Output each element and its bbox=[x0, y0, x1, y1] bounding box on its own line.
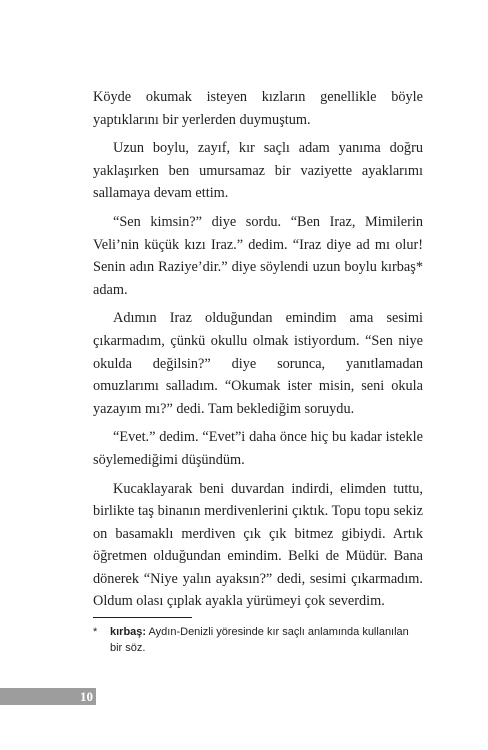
paragraph-2: Uzun boylu, zayıf, kır saçlı adam yanıma doğru yaklaşırken ben umursamaz bir vaziyette ayaklarımı sallamaya devam ettim. bbox=[93, 140, 423, 202]
body-text bbox=[93, 86, 423, 613]
paragraph-3: “Sen kimsin?” diye sordu. “Ben Iraz, Mimilerin Veli’nin küçük kızı Iraz.” dedim. “Iraz diye ad mı olur! Senin adın Raziye’dir.” diye söylendi uzun boylu kırbaş* adam. bbox=[93, 213, 423, 298]
footnote-term: kırbaş: bbox=[110, 626, 147, 638]
footnote-body bbox=[110, 624, 423, 656]
footnote-text: Aydın-Denizli yöresinde kır saçlı anlamında kullanılan bir söz. bbox=[110, 626, 409, 654]
paragraph-1: Köyde okumak isteyen kızların genellikle böyle yaptıklarını bir yerlerden duymuştum. bbox=[93, 89, 423, 128]
paragraph-6: Kucaklayarak beni duvardan indirdi, elimden tuttu, birlikte taş binanın merdivenlerini çıktık. Topu topu sekiz on basamaklı merdiven çık çık bitmez gibiydi. Artık öğretmen olduğundan emindim. Belki de Müdür. Bana dönerek “Niye yalın ayaksın?” dedi, sesimi çıkarmadım. Oldum olası çıplak ayakla yürümeyi çok severdim. bbox=[93, 480, 423, 610]
page-number-band bbox=[0, 688, 96, 705]
footnote-divider bbox=[93, 617, 192, 618]
paragraph-5: “Evet.” dedim. “Evet”i daha önce hiç bu kadar istekle söylemediğimi düşündüm. bbox=[93, 429, 423, 468]
footnote bbox=[93, 624, 423, 656]
footnote-marker: * bbox=[93, 626, 98, 638]
page-number: 10 bbox=[80, 689, 93, 704]
paragraph-4: Adımın Iraz olduğundan emindim ama sesimi çıkarmadım, çünkü okullu olmak istiyordum. “Sen niye okulda değilsin?” diye sorunca, yanıtlamadan omuzlarımı salladım. “Okumak ister misin, seni okula yazayım mı?” dedi. Tam beklediğim soruydu. bbox=[93, 310, 423, 417]
